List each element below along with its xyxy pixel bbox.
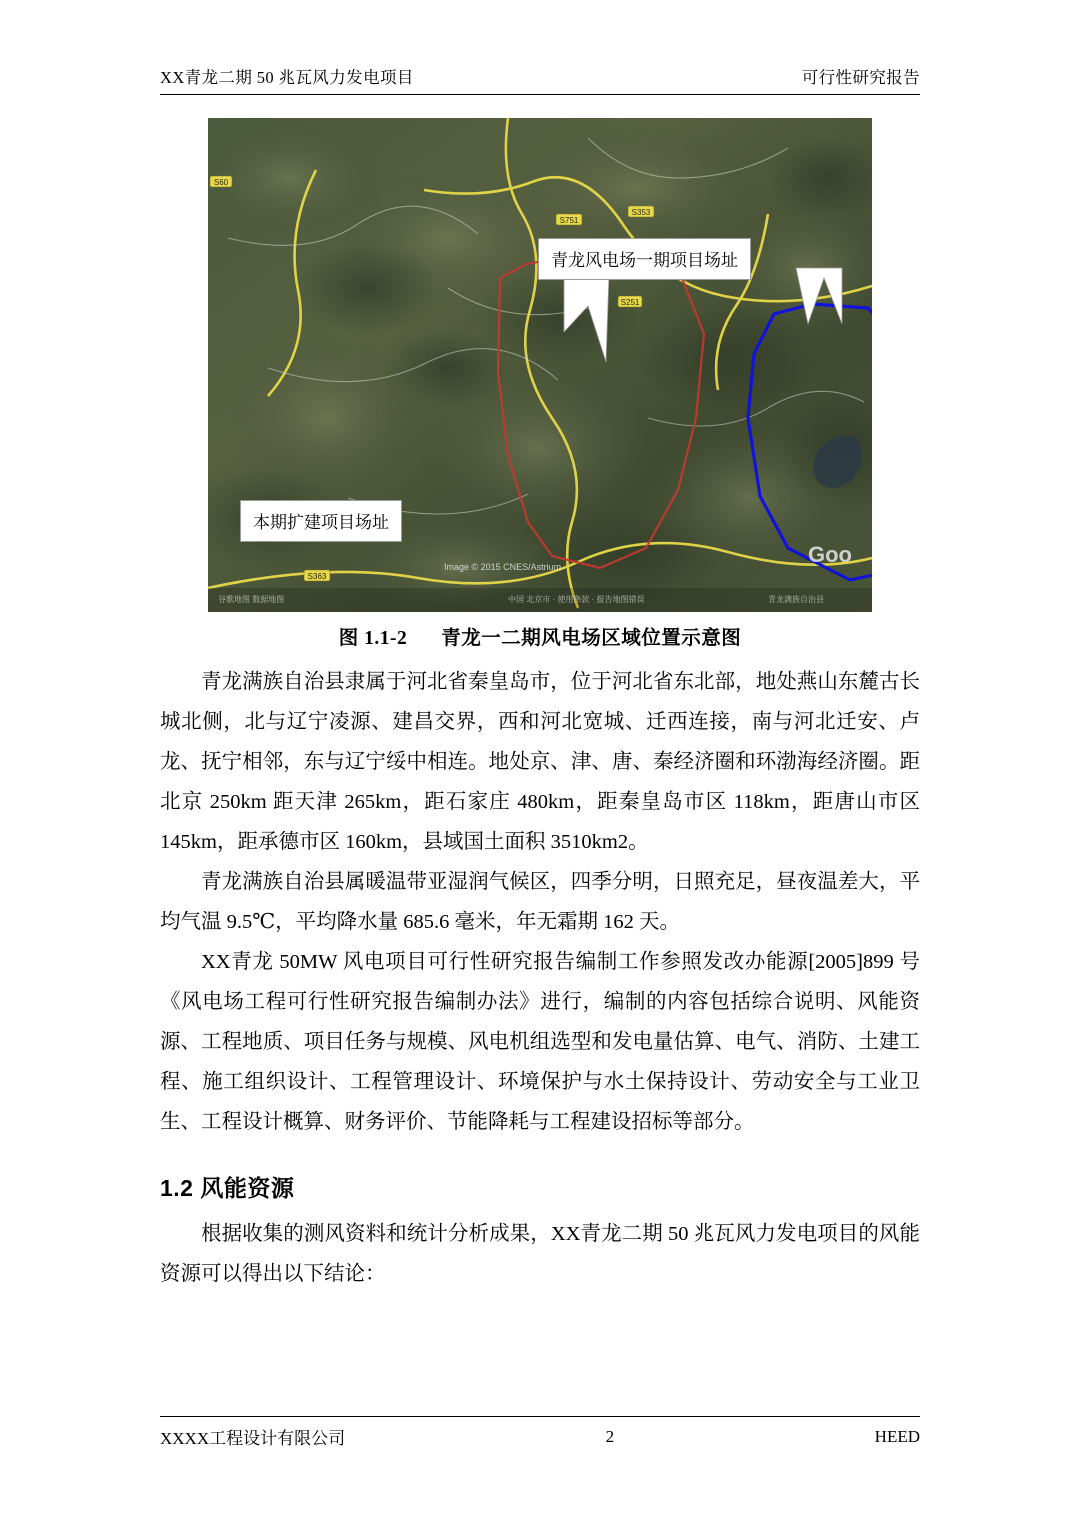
svg-text:S751: S751 [559,216,579,225]
footer-brand: HEED [874,1426,920,1446]
header-project-title: XX青龙二期 50 兆瓦风力发电项目 [160,68,414,87]
svg-text:Goo: Goo [808,542,852,567]
header-document-type: 可行性研究报告 [801,68,920,87]
paragraph-report-scope: XX青龙 50MW 风电项目可行性研究报告编制工作参照发改办能源[2005]899 号《风电场工程可行性研究报告编制办法》进行，编制的内容包括综合说明、风能资源、工程地质、项目任务与规模、风电机组选型和发电量估算、电气、消防、土建工程、施工组织设计、工程管理设计、环境保护与水土保持设计、劳动安全与工业卫生、工程设计概算、财务评价、节能降耗与工程建设招标等部分。 [160,951,920,1133]
svg-text:谷歌地图 数据地图: 谷歌地图 数据地图 [218,595,285,604]
paragraph-county-overview: 青龙满族自治县隶属于河北省秦皇岛市，位于河北省东北部，地处燕山东麓古长城北侧，北与辽宁凌源、建昌交界，西和河北宽城、迁西连接，南与河北迁安、卢龙、抚宁相邻，东与辽宁绥中相连。地处京、津、唐、秦经济圈和环渤海经济圈。距北京 250km 距天津 265km，距石家庄 480km，距秦皇岛市区 118km，距唐山市区 145km，距承德市区 160km，县域国土面积 3510km2。 [160,671,920,853]
footer-company: XXXX工程设计有限公司 [160,1429,346,1448]
callout-expansion-site: 本期扩建项目场址 [240,500,402,542]
page-body [160,662,920,1294]
callout-phase-one-site: 青龙风电场一期项目场址 [538,238,751,280]
footer-page-number: 2 [605,1426,615,1446]
svg-text:青龙满族自治县: 青龙满族自治县 [768,595,824,604]
page-header [160,68,920,95]
page-footer [160,1416,920,1449]
svg-text:S60: S60 [213,178,229,187]
svg-text:S353: S353 [631,208,651,217]
svg-text:S363: S363 [307,572,327,581]
figure-number: 图 1.1-2 [338,628,408,649]
section-heading-wind-resource: 1.2 风能资源 [160,1175,295,1201]
paragraph-climate: 青龙满族自治县属暖温带亚湿润气候区，四季分明，日照充足，昼夜温差大，平均气温 9.5℃，平均降水量 685.6 毫米，年无霜期 162 天。 [160,871,920,933]
figure-caption [208,622,872,650]
svg-text:S251: S251 [620,298,640,307]
svg-text:中国 北京市 · 使用条款 · 报告地图错误: 中国 北京市 · 使用条款 · 报告地图错误 [508,595,645,604]
figure-title: 青龙一二期风电场区域位置示意图 [441,628,742,649]
paragraph-wind-resource: 根据收集的测风资料和统计分析成果，XX青龙二期 50 兆瓦风力发电项目的风能资源可以得出以下结论： [160,1223,920,1285]
figure-map [208,118,872,612]
svg-text:Image © 2015 CNES/Astrium: Image © 2015 CNES/Astrium [444,562,562,572]
